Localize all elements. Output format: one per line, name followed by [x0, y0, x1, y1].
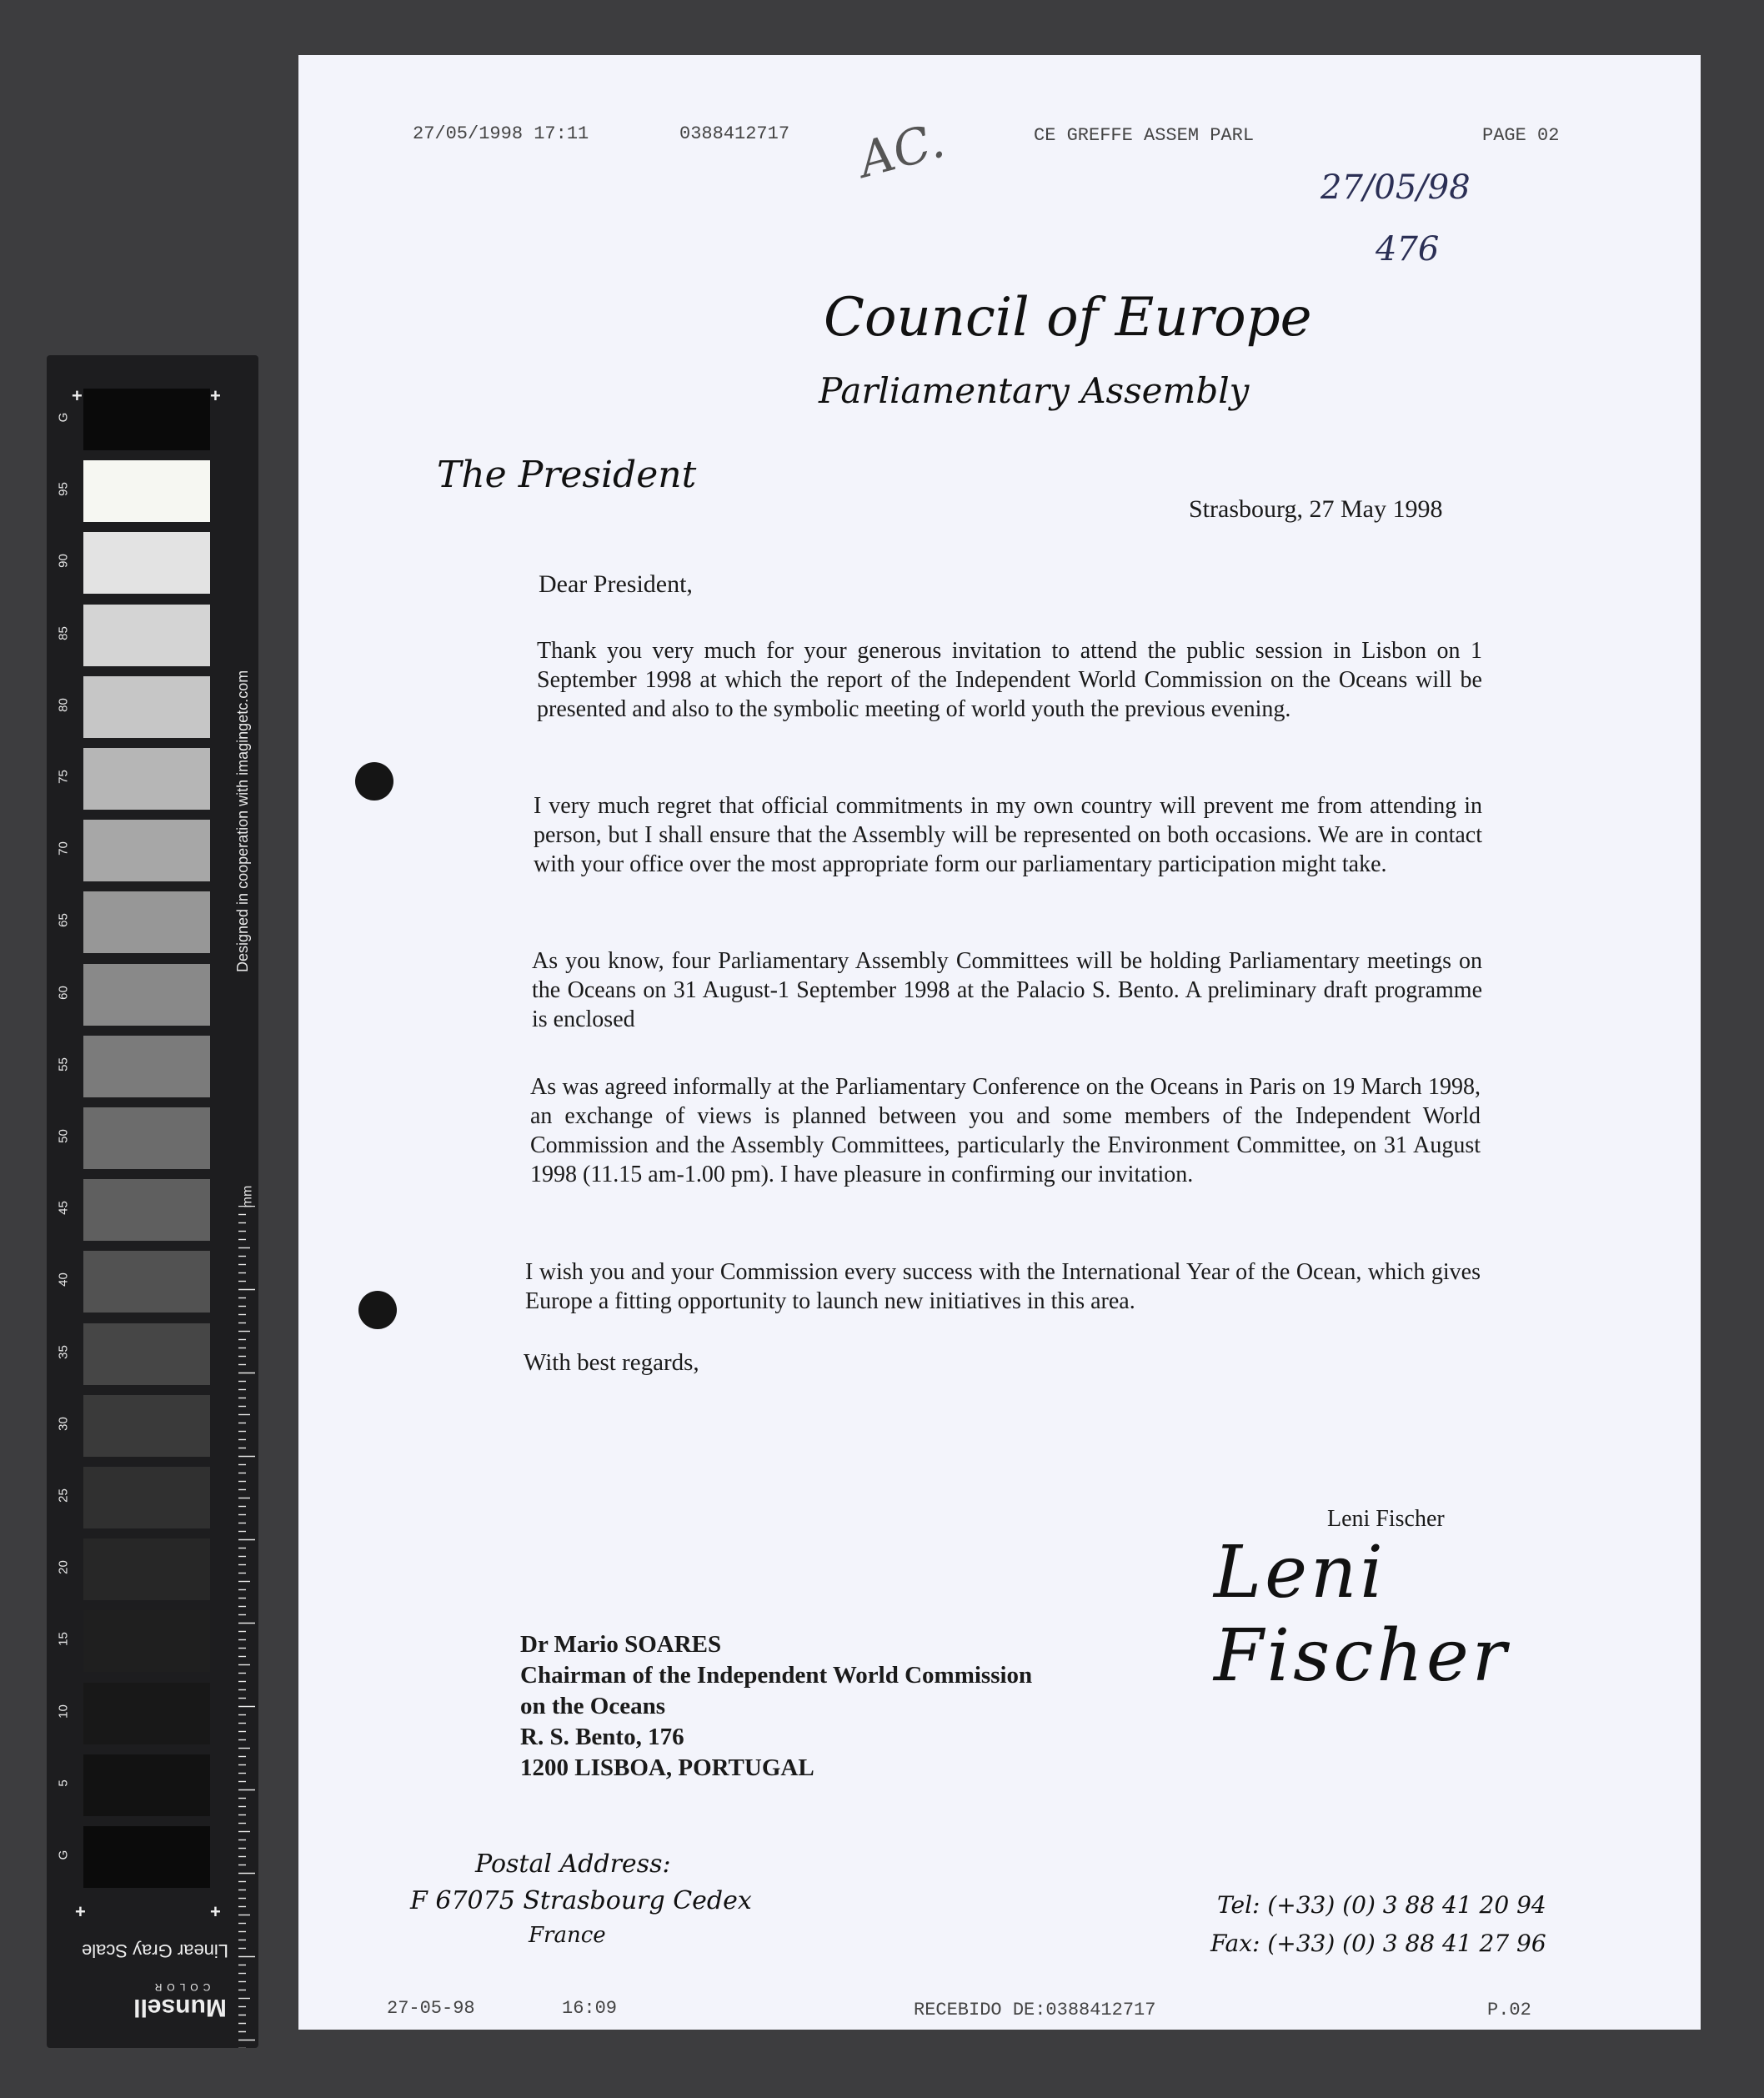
scale-mm-label: mm	[240, 1185, 255, 1208]
place-date: Strasbourg, 27 May 1998	[1189, 495, 1443, 523]
salutation: Dear President,	[539, 570, 693, 598]
gray-scale-number: 85	[56, 625, 71, 640]
gray-scale-number: 95	[56, 482, 71, 497]
plus-icon: +	[210, 1901, 221, 1922]
letter-page	[298, 55, 1701, 2030]
gray-patch	[83, 460, 210, 522]
gray-scale-number: 15	[56, 1632, 71, 1647]
plus-icon: +	[72, 385, 83, 406]
gray-scale-number: G	[56, 1850, 71, 1860]
fax-footer-date: 27-05-98	[387, 1998, 475, 2019]
handwritten-number: 476	[1376, 230, 1440, 269]
paragraph: Thank you very much for your generous invitation to attend the public session in Lisbon on 1 September 1998 at which the report of the Independent World Commission on the Oceans will be presented and also to the symbolic meeting of world youth the previous evening.	[537, 638, 1482, 722]
gray-patch	[83, 1323, 210, 1385]
gray-patch	[83, 389, 210, 450]
gray-patch	[83, 1683, 210, 1744]
fax-header-sender: CE GREFFE ASSEM PARL	[1034, 125, 1255, 146]
fax-footer-time: 16:09	[562, 1998, 618, 2019]
gray-scale-number: 25	[56, 1488, 71, 1503]
gray-scale-number: 45	[56, 1201, 71, 1216]
punch-hole	[355, 762, 393, 801]
letterhead-org: Council of Europe	[824, 287, 1312, 349]
paragraph: As was agreed informally at the Parliamentary Conference on the Oceans in Paris on 19 March 1998, an exchange of views is planned between you and some members of the Independent World Commission and the Assembly Committees, particularly the Environment Committee, on 31 August 1998 (11.15 am-1.00 pm). I have pleasure in confirming our invitation.	[530, 1074, 1481, 1187]
recipient-line: 1200 LISBOA, PORTUGAL	[520, 1754, 814, 1781]
gray-patch	[83, 1107, 210, 1169]
gray-patch	[83, 1179, 210, 1241]
gray-scale-number: 80	[56, 697, 71, 712]
munsell-brand: Munsell	[133, 1994, 227, 2021]
fax-header-number: 0388412717	[679, 123, 790, 144]
gray-patch	[83, 1467, 210, 1528]
gray-patch	[83, 676, 210, 738]
postal-country: France	[529, 1923, 606, 1948]
telephone: Tel: (+33) (0) 3 88 41 20 94	[1217, 1891, 1546, 1919]
plus-icon: +	[210, 385, 221, 406]
recipient-line: on the Oceans	[520, 1693, 665, 1719]
fax-footer-received: RECEBIDO DE:0388412717	[914, 2000, 1156, 2020]
gray-patch	[83, 1826, 210, 1888]
munsell-sub: COLOR	[149, 1981, 211, 1993]
gray-patch	[83, 1754, 210, 1816]
munsell-logo	[97, 1981, 258, 2021]
recipient-line: Dr Mario SOARES	[520, 1631, 722, 1658]
handwritten-date: 27/05/98	[1320, 168, 1471, 207]
closing: With best regards,	[524, 1349, 699, 1376]
gray-scale-number: 35	[56, 1344, 71, 1359]
fax-header-page: PAGE 02	[1482, 125, 1560, 146]
gray-scale-number: 5	[56, 1779, 71, 1787]
signature: Leni Fischer	[1214, 1531, 1510, 1698]
mm-ruler	[238, 1206, 258, 2048]
gray-patch	[83, 964, 210, 1026]
gray-scale-number: 90	[56, 554, 71, 569]
gray-patch	[83, 1538, 210, 1600]
paragraph: I wish you and your Commission every success with the International Year of the Ocean, which gives Europe a fitting opportunity to launch new initiatives in this area.	[525, 1259, 1481, 1314]
fax-number: Fax: (+33) (0) 3 88 41 27 96	[1210, 1930, 1546, 1957]
postal-label: Postal Address:	[475, 1850, 671, 1879]
gray-patch	[83, 1610, 210, 1672]
scale-title: Linear Gray Scale	[81, 1940, 229, 1961]
gray-patch	[83, 820, 210, 881]
gray-scale-number: 75	[56, 770, 71, 784]
gray-scale-number: G	[56, 412, 71, 423]
gray-scale-number: 60	[56, 985, 71, 1000]
handwritten-initials: AC.	[852, 111, 950, 189]
fax-footer-page: P.02	[1487, 2000, 1531, 2020]
postal-line: F 67075 Strasbourg Cedex	[410, 1886, 752, 1915]
gray-scale-card	[47, 355, 258, 2048]
gray-patch	[83, 605, 210, 666]
gray-scale-number: 65	[56, 913, 71, 928]
gray-scale-number: 50	[56, 1129, 71, 1143]
recipient-line: Chairman of the Independent World Commission	[520, 1662, 1033, 1689]
signatory-name: Leni Fischer	[1327, 1506, 1445, 1532]
gray-patch	[83, 891, 210, 953]
gray-patch	[83, 1036, 210, 1097]
gray-scale-number: 55	[56, 1057, 71, 1072]
gray-scale-number: 10	[56, 1704, 71, 1719]
plus-icon: +	[75, 1901, 86, 1922]
gray-patch	[83, 532, 210, 594]
recipient-line: R. S. Bento, 176	[520, 1724, 684, 1750]
letterhead-office: The President	[437, 454, 697, 496]
paragraph: I very much regret that official commitments in my own country will prevent me from attending in person, but I shall ensure that the Assembly will be represented on both occasions. We are in contact with your office over the most appropriate form our parliamentary participation might take.	[534, 793, 1482, 877]
letterhead-body: Parliamentary Assembly	[819, 370, 1250, 411]
gray-scale-number: 70	[56, 841, 71, 856]
gray-scale-number: 20	[56, 1560, 71, 1575]
gray-scale-number: 40	[56, 1272, 71, 1287]
fax-header-datetime: 27/05/1998 17:11	[413, 123, 589, 144]
gray-patch	[83, 1251, 210, 1313]
gray-scale-number: 30	[56, 1416, 71, 1431]
punch-hole	[358, 1291, 397, 1329]
gray-patch	[83, 1395, 210, 1457]
gray-patch	[83, 748, 210, 810]
scale-credit: Designed in cooperation with imagingetc.com	[234, 670, 251, 972]
recipient-address	[520, 1629, 1032, 1784]
paragraph: As you know, four Parliamentary Assembly Committees will be holding Parliamentary meetings on the Oceans on 31 August-1 September 1998 at the Palacio S. Bento. A preliminary draft programme is enclosed	[532, 948, 1482, 1032]
